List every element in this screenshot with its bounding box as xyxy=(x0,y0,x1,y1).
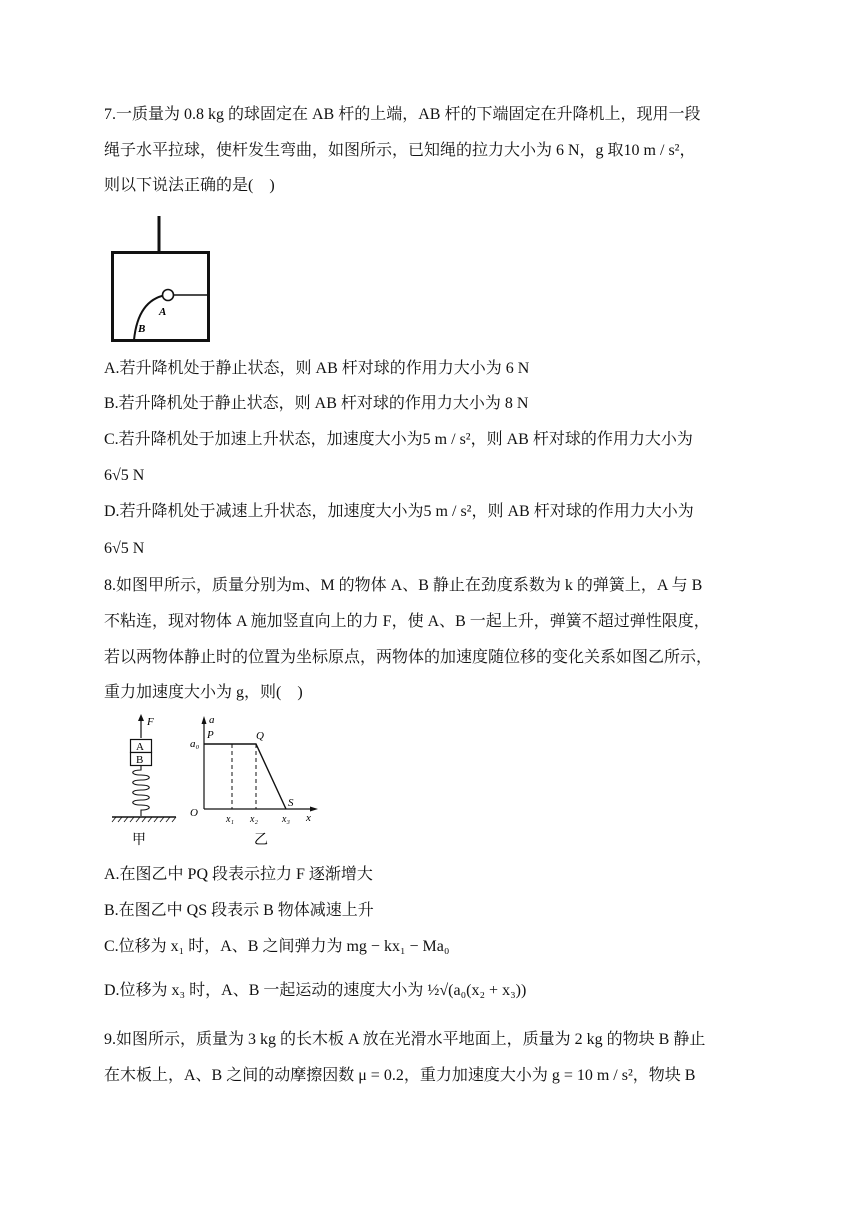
q8-jia-caption: 甲 xyxy=(132,833,146,848)
q7-line-2: 绳子水平拉球，使杆发生弯曲，如图所示，已知绳的拉力大小为 6 N，g 取10 m / s²， xyxy=(104,142,696,159)
q8-yi-origin-label: O xyxy=(190,807,198,819)
q7-elevator-figure xyxy=(108,214,212,344)
q9-line-2: 在木板上，A、B 之间的动摩擦因数 μ = 0.2，重力加速度大小为 g = 10 m / s²，物块 B xyxy=(104,1067,696,1084)
q8-option-b: B.在图乙中 QS 段表示 B 物体减速上升 xyxy=(104,902,374,919)
q8-line-1: 8.如图甲所示，质量分别为m、M 的物体 A、B 静止在劲度系数为 k 的弹簧上，A 与 B xyxy=(104,577,703,594)
q7-option-c: C.若升降机处于加速上升状态，加速度大小为5 m / s²，则 AB 杆对球的作用力大小为 xyxy=(104,431,693,448)
q7-option-b: B.若升降机处于静止状态，则 AB 杆对球的作用力大小为 8 N xyxy=(104,395,529,412)
q7-label-b: B xyxy=(138,323,146,335)
q8-yi-caption: 乙 xyxy=(254,833,268,848)
q7-label-a: A xyxy=(159,306,167,318)
q8-jia-block-b: B xyxy=(136,754,144,766)
q8-yi-s-label: S xyxy=(288,797,294,809)
q8-yi-y-axis-label: a xyxy=(209,714,215,726)
q8-line-3: 若以两物体静止时的位置为坐标原点，两物体的加速度随位移的变化关系如图乙所示， xyxy=(104,649,713,666)
q7-option-d: D.若升降机处于减速上升状态，加速度大小为5 m / s²，则 AB 杆对球的作用力大小为 xyxy=(104,503,694,520)
q8-yi-p-label: P xyxy=(207,729,214,741)
q7-option-a: A.若升降机处于静止状态，则 AB 杆对球的作用力大小为 6 N xyxy=(104,360,530,377)
q7-option-c-value: 6√5 N xyxy=(104,467,145,484)
q8-jia-block-a: A xyxy=(136,741,144,753)
q8-yi-x3-label: x₃ xyxy=(282,814,290,825)
q8-line-2: 不粘连，现对物体 A 施加竖直向上的力 F，使 A、B 一起上升，弹簧不超过弹性限度， xyxy=(104,613,710,630)
q8-yi-x-axis-label: x xyxy=(306,812,311,824)
q8-figure-yi xyxy=(186,712,326,854)
q8-option-a: A.在图乙中 PQ 段表示拉力 F 逐渐增大 xyxy=(104,866,373,883)
q7-line-1: 7.一质量为 0.8 kg 的球固定在 AB 杆的上端，AB 杆的下端固定在升降机上，现用一段 xyxy=(104,106,701,123)
q8-figure-jia xyxy=(110,712,186,854)
q8-option-d: D.位移为 x₃ 时，A、B 一起运动的速度大小为 ½√(a₀(x₂ + x₃)) xyxy=(104,982,527,999)
q7-option-d-value: 6√5 N xyxy=(104,540,145,557)
q8-yi-a0-label: a₀ xyxy=(190,738,200,750)
q7-line-3: 则以下说法正确的是( ) xyxy=(104,177,275,194)
q8-yi-x1-label: x₁ xyxy=(226,814,234,825)
q8-jia-force-label: F xyxy=(147,716,154,728)
q9-line-1: 9.如图所示，质量为 3 kg 的长木板 A 放在光滑水平地面上，质量为 2 kg 的物块 B 静止 xyxy=(104,1031,706,1048)
q8-yi-q-label: Q xyxy=(256,730,264,742)
q8-option-c: C.位移为 x₁ 时，A、B 之间弹力为 mg − kx₁ − Ma₀ xyxy=(104,938,450,955)
q8-line-4: 重力加速度大小为 g，则( ) xyxy=(104,684,303,701)
q8-yi-x2-label: x₂ xyxy=(250,814,258,825)
